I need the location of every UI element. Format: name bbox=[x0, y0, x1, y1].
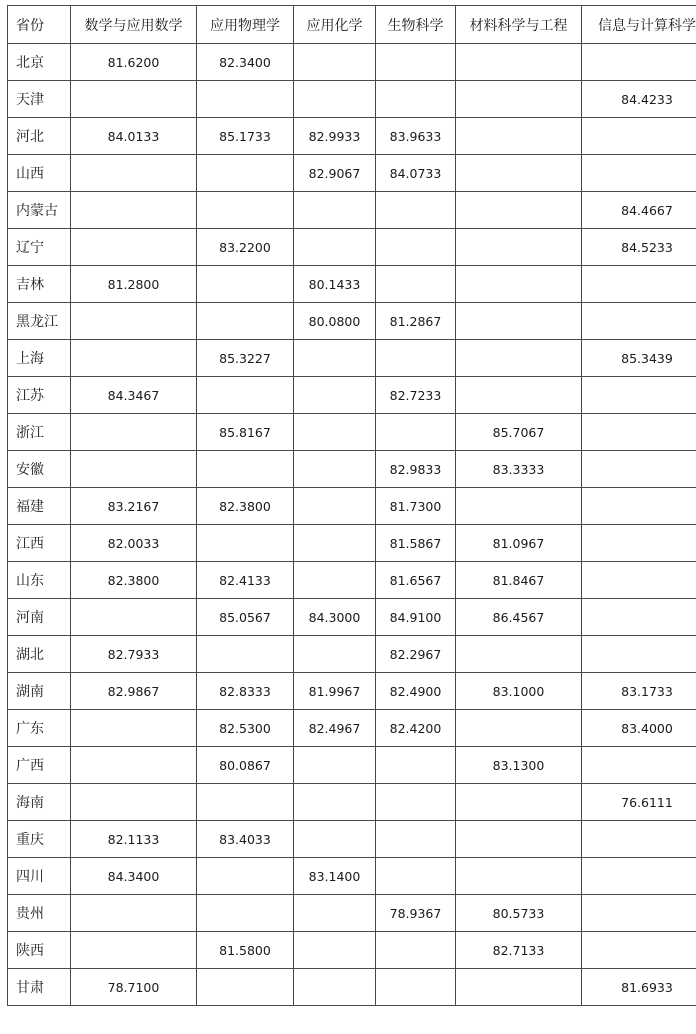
table-row bbox=[8, 377, 696, 414]
score-cell bbox=[71, 229, 197, 266]
score-cell bbox=[376, 192, 456, 229]
province-cell: 甘肃 bbox=[8, 969, 71, 1006]
province-cell: 山东 bbox=[8, 562, 71, 599]
score-cell bbox=[294, 562, 376, 599]
score-cell bbox=[456, 44, 582, 81]
province-cell: 河南 bbox=[8, 599, 71, 636]
score-cell: 82.7933 bbox=[71, 636, 197, 673]
score-cell bbox=[197, 377, 294, 414]
score-cell bbox=[582, 303, 696, 340]
score-cell bbox=[456, 488, 582, 525]
score-cell bbox=[456, 858, 582, 895]
score-cell bbox=[71, 710, 197, 747]
table-row bbox=[8, 821, 696, 858]
province-cell: 河北 bbox=[8, 118, 71, 155]
province-cell: 湖南 bbox=[8, 673, 71, 710]
score-cell bbox=[582, 118, 696, 155]
score-cell bbox=[582, 155, 696, 192]
table-row bbox=[8, 784, 696, 821]
score-cell bbox=[456, 377, 582, 414]
score-cell: 82.4200 bbox=[376, 710, 456, 747]
score-cell bbox=[376, 858, 456, 895]
column-header: 省份 bbox=[8, 6, 71, 44]
score-cell: 81.5867 bbox=[376, 525, 456, 562]
province-cell: 广东 bbox=[8, 710, 71, 747]
score-cell bbox=[376, 414, 456, 451]
score-cell bbox=[582, 377, 696, 414]
score-cell bbox=[376, 969, 456, 1006]
table-row bbox=[8, 451, 696, 488]
score-cell bbox=[294, 525, 376, 562]
score-cell bbox=[376, 81, 456, 118]
score-cell bbox=[582, 44, 696, 81]
score-cell: 81.7300 bbox=[376, 488, 456, 525]
score-cell bbox=[294, 636, 376, 673]
score-cell bbox=[582, 266, 696, 303]
table-row bbox=[8, 747, 696, 784]
score-cell: 84.4667 bbox=[582, 192, 696, 229]
score-cell: 83.1733 bbox=[582, 673, 696, 710]
score-cell bbox=[376, 266, 456, 303]
score-cell bbox=[582, 636, 696, 673]
score-cell bbox=[197, 451, 294, 488]
score-table bbox=[7, 5, 696, 1006]
score-cell: 82.4967 bbox=[294, 710, 376, 747]
score-cell: 80.1433 bbox=[294, 266, 376, 303]
score-cell: 81.9967 bbox=[294, 673, 376, 710]
score-cell: 84.3400 bbox=[71, 858, 197, 895]
table-row bbox=[8, 414, 696, 451]
province-cell: 广西 bbox=[8, 747, 71, 784]
table-row bbox=[8, 44, 696, 81]
score-cell bbox=[456, 340, 582, 377]
score-cell: 76.6111 bbox=[582, 784, 696, 821]
score-cell bbox=[197, 636, 294, 673]
score-cell bbox=[376, 932, 456, 969]
score-cell bbox=[294, 340, 376, 377]
score-cell bbox=[197, 784, 294, 821]
province-cell: 浙江 bbox=[8, 414, 71, 451]
score-cell: 78.9367 bbox=[376, 895, 456, 932]
score-cell: 83.2200 bbox=[197, 229, 294, 266]
score-cell bbox=[71, 192, 197, 229]
province-cell: 黑龙江 bbox=[8, 303, 71, 340]
score-cell: 86.4567 bbox=[456, 599, 582, 636]
score-cell bbox=[456, 155, 582, 192]
table-row bbox=[8, 636, 696, 673]
table-row bbox=[8, 229, 696, 266]
table-row bbox=[8, 81, 696, 118]
score-cell: 84.0733 bbox=[376, 155, 456, 192]
table-row bbox=[8, 673, 696, 710]
score-cell bbox=[294, 969, 376, 1006]
score-cell bbox=[71, 784, 197, 821]
column-header: 应用化学 bbox=[294, 6, 376, 44]
score-cell bbox=[71, 340, 197, 377]
score-cell: 83.1400 bbox=[294, 858, 376, 895]
score-cell bbox=[582, 895, 696, 932]
score-cell: 81.6567 bbox=[376, 562, 456, 599]
score-cell bbox=[197, 969, 294, 1006]
score-cell bbox=[456, 266, 582, 303]
score-cell bbox=[294, 932, 376, 969]
score-cell bbox=[376, 44, 456, 81]
score-cell bbox=[197, 895, 294, 932]
province-cell: 山西 bbox=[8, 155, 71, 192]
score-cell bbox=[294, 895, 376, 932]
province-cell: 重庆 bbox=[8, 821, 71, 858]
column-header: 材料科学与工程 bbox=[456, 6, 582, 44]
score-cell bbox=[456, 636, 582, 673]
score-cell bbox=[197, 81, 294, 118]
score-cell bbox=[71, 451, 197, 488]
score-cell: 80.0867 bbox=[197, 747, 294, 784]
score-cell: 82.9867 bbox=[71, 673, 197, 710]
score-cell: 80.5733 bbox=[456, 895, 582, 932]
table-row bbox=[8, 303, 696, 340]
score-cell bbox=[376, 784, 456, 821]
score-cell bbox=[197, 155, 294, 192]
score-cell bbox=[71, 303, 197, 340]
score-cell: 81.6933 bbox=[582, 969, 696, 1006]
score-cell bbox=[582, 414, 696, 451]
score-cell bbox=[582, 821, 696, 858]
province-cell: 贵州 bbox=[8, 895, 71, 932]
column-header: 信息与计算科学 bbox=[582, 6, 696, 44]
score-cell bbox=[582, 932, 696, 969]
score-cell bbox=[294, 488, 376, 525]
province-cell: 江苏 bbox=[8, 377, 71, 414]
score-cell bbox=[71, 932, 197, 969]
score-cell bbox=[456, 81, 582, 118]
score-cell: 82.3800 bbox=[71, 562, 197, 599]
score-cell bbox=[582, 488, 696, 525]
score-cell: 85.3227 bbox=[197, 340, 294, 377]
score-cell bbox=[294, 377, 376, 414]
province-cell: 吉林 bbox=[8, 266, 71, 303]
score-cell bbox=[582, 599, 696, 636]
score-cell bbox=[376, 821, 456, 858]
score-cell bbox=[71, 81, 197, 118]
column-header: 应用物理学 bbox=[197, 6, 294, 44]
table-row bbox=[8, 155, 696, 192]
score-cell bbox=[294, 229, 376, 266]
table-row bbox=[8, 969, 696, 1006]
province-cell: 陕西 bbox=[8, 932, 71, 969]
score-cell bbox=[456, 192, 582, 229]
score-cell: 83.2167 bbox=[71, 488, 197, 525]
score-cell bbox=[582, 525, 696, 562]
table-row bbox=[8, 858, 696, 895]
table-row bbox=[8, 562, 696, 599]
score-cell bbox=[582, 451, 696, 488]
score-cell: 82.7133 bbox=[456, 932, 582, 969]
score-cell bbox=[456, 969, 582, 1006]
score-cell bbox=[294, 784, 376, 821]
score-cell bbox=[294, 44, 376, 81]
score-cell: 83.9633 bbox=[376, 118, 456, 155]
province-cell: 江西 bbox=[8, 525, 71, 562]
score-cell: 82.9833 bbox=[376, 451, 456, 488]
column-header: 数学与应用数学 bbox=[71, 6, 197, 44]
score-cell: 83.3333 bbox=[456, 451, 582, 488]
table-row bbox=[8, 895, 696, 932]
score-cell: 81.8467 bbox=[456, 562, 582, 599]
score-cell bbox=[376, 229, 456, 266]
province-cell: 内蒙古 bbox=[8, 192, 71, 229]
score-cell: 78.7100 bbox=[71, 969, 197, 1006]
score-cell: 82.0033 bbox=[71, 525, 197, 562]
score-cell: 83.1000 bbox=[456, 673, 582, 710]
score-cell: 82.2967 bbox=[376, 636, 456, 673]
table-row bbox=[8, 932, 696, 969]
score-cell bbox=[71, 414, 197, 451]
score-cell: 84.3000 bbox=[294, 599, 376, 636]
province-cell: 四川 bbox=[8, 858, 71, 895]
score-cell: 85.7067 bbox=[456, 414, 582, 451]
score-cell bbox=[197, 266, 294, 303]
score-cell: 82.4133 bbox=[197, 562, 294, 599]
header-row bbox=[8, 6, 696, 44]
score-cell bbox=[71, 155, 197, 192]
score-cell bbox=[456, 118, 582, 155]
score-cell: 81.6200 bbox=[71, 44, 197, 81]
score-cell: 82.9067 bbox=[294, 155, 376, 192]
table-row bbox=[8, 340, 696, 377]
score-cell bbox=[456, 229, 582, 266]
province-cell: 福建 bbox=[8, 488, 71, 525]
table-row bbox=[8, 525, 696, 562]
score-cell bbox=[294, 81, 376, 118]
score-cell: 81.5800 bbox=[197, 932, 294, 969]
score-cell: 81.0967 bbox=[456, 525, 582, 562]
score-cell: 84.4233 bbox=[582, 81, 696, 118]
score-cell bbox=[582, 562, 696, 599]
score-cell: 84.0133 bbox=[71, 118, 197, 155]
score-cell: 85.0567 bbox=[197, 599, 294, 636]
table-body bbox=[8, 44, 696, 1006]
score-cell: 84.9100 bbox=[376, 599, 456, 636]
score-cell bbox=[456, 784, 582, 821]
province-cell: 海南 bbox=[8, 784, 71, 821]
score-cell bbox=[294, 747, 376, 784]
province-cell: 北京 bbox=[8, 44, 71, 81]
table-row bbox=[8, 118, 696, 155]
score-cell bbox=[456, 821, 582, 858]
score-cell bbox=[294, 451, 376, 488]
score-cell: 82.3400 bbox=[197, 44, 294, 81]
score-cell bbox=[197, 858, 294, 895]
province-cell: 天津 bbox=[8, 81, 71, 118]
score-cell: 80.0800 bbox=[294, 303, 376, 340]
score-cell bbox=[71, 895, 197, 932]
table-row bbox=[8, 488, 696, 525]
score-cell: 82.7233 bbox=[376, 377, 456, 414]
score-cell bbox=[582, 747, 696, 784]
score-cell: 85.1733 bbox=[197, 118, 294, 155]
score-cell bbox=[197, 192, 294, 229]
score-cell bbox=[582, 858, 696, 895]
score-cell: 83.4033 bbox=[197, 821, 294, 858]
score-cell: 81.2867 bbox=[376, 303, 456, 340]
score-cell bbox=[294, 192, 376, 229]
score-cell bbox=[71, 599, 197, 636]
score-cell: 82.8333 bbox=[197, 673, 294, 710]
score-cell bbox=[456, 710, 582, 747]
score-cell: 83.4000 bbox=[582, 710, 696, 747]
score-cell bbox=[197, 303, 294, 340]
score-cell bbox=[294, 414, 376, 451]
table-row bbox=[8, 192, 696, 229]
score-cell bbox=[197, 525, 294, 562]
score-cell bbox=[71, 747, 197, 784]
province-cell: 上海 bbox=[8, 340, 71, 377]
province-cell: 湖北 bbox=[8, 636, 71, 673]
score-cell: 82.9933 bbox=[294, 118, 376, 155]
score-cell bbox=[376, 340, 456, 377]
score-cell: 82.5300 bbox=[197, 710, 294, 747]
table-row bbox=[8, 599, 696, 636]
score-cell bbox=[294, 821, 376, 858]
table-row bbox=[8, 710, 696, 747]
score-cell bbox=[376, 747, 456, 784]
score-cell: 85.3439 bbox=[582, 340, 696, 377]
score-cell: 84.5233 bbox=[582, 229, 696, 266]
table-row bbox=[8, 266, 696, 303]
score-cell: 81.2800 bbox=[71, 266, 197, 303]
score-cell: 85.8167 bbox=[197, 414, 294, 451]
province-cell: 辽宁 bbox=[8, 229, 71, 266]
score-cell: 82.1133 bbox=[71, 821, 197, 858]
score-cell: 82.4900 bbox=[376, 673, 456, 710]
province-cell: 安徽 bbox=[8, 451, 71, 488]
column-header: 生物科学 bbox=[376, 6, 456, 44]
score-cell: 83.1300 bbox=[456, 747, 582, 784]
score-cell: 84.3467 bbox=[71, 377, 197, 414]
score-cell: 82.3800 bbox=[197, 488, 294, 525]
score-cell bbox=[456, 303, 582, 340]
